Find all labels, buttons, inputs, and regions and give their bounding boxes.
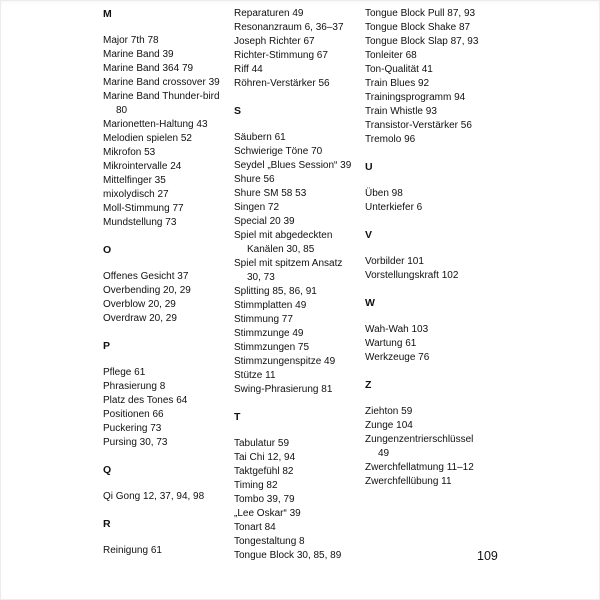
index-entry: Marine Band 39: [103, 49, 174, 60]
index-entry: Reinigung 61: [103, 545, 162, 556]
index-entry: Spiel mit abgedeckten Kanälen 30, 85: [234, 230, 333, 255]
index-entry: Marine Band 364 79: [103, 63, 194, 74]
index-entry: Stimmzunge 49: [234, 328, 304, 339]
index-entry: Werkzeuge 76: [365, 352, 430, 363]
index-entry: Overblow 20, 29: [103, 299, 176, 310]
index-entry: mixolydisch 27: [103, 189, 169, 200]
index-column: [103, 7, 221, 563]
index-entry: Schwierige Töne 70: [234, 146, 323, 157]
index-entry: Stimmplatten 49: [234, 300, 307, 311]
index-entry: Puckering 73: [103, 423, 162, 434]
index-entry: Train Blues 92: [365, 78, 430, 89]
index-entry: Marine Band Thunder-bird 80: [103, 91, 220, 116]
index-entry: Spiel mit spitzem Ansatz 30, 73: [234, 258, 343, 283]
index-entry: Tongue Block 30, 85, 89: [234, 550, 342, 561]
index-entry: Vorbilder 101: [365, 256, 424, 267]
index-entry: Special 20 39: [234, 216, 295, 227]
index-entry: Train Whistle 93: [365, 106, 437, 117]
index-column: [365, 7, 483, 563]
index-entry: Offenes Gesicht 37: [103, 271, 189, 282]
index-entry: Positionen 66: [103, 409, 164, 420]
index-entry: Tongue Block Shake 87: [365, 22, 471, 33]
section-letter: R: [103, 518, 111, 530]
index-entry: Zunge 104: [365, 420, 413, 431]
index-entry: Major 7th 78: [103, 35, 159, 46]
section-letter: Z: [365, 379, 372, 391]
page-number: 109: [477, 549, 498, 563]
index-entry: Pursing 30, 73: [103, 437, 168, 448]
index-entry: Stimmzungen 75: [234, 342, 310, 353]
section-letter: Q: [103, 464, 112, 476]
index-entry: Vorstellungskraft 102: [365, 270, 459, 281]
index-entry: Tabulatur 59: [234, 438, 290, 449]
index-entry: „Lee Oskar“ 39: [234, 508, 301, 519]
index-entry: Pflege 61: [103, 367, 146, 378]
index-entry: Singen 72: [234, 202, 280, 213]
index-entry: Marine Band crossover 39: [103, 77, 220, 88]
index-entry: Tai Chi 12, 94: [234, 452, 296, 463]
index-entry: Overbending 20, 29: [103, 285, 191, 296]
index-entry: Mittelfinger 35: [103, 175, 166, 186]
index-entry: Ziehton 59: [365, 406, 413, 417]
index-entry: Röhren-Verstärker 56: [234, 78, 330, 89]
index-entry: Melodien spielen 52: [103, 133, 192, 144]
index-entry: Qi Gong 12, 37, 94, 98: [103, 491, 205, 502]
index-entry: Zwerchfellübung 11: [365, 476, 452, 487]
index-entry: Wartung 61: [365, 338, 417, 349]
index-entry: Stimmung 77: [234, 314, 293, 325]
section-letter: P: [103, 340, 111, 352]
index-entry: Phrasierung 8: [103, 381, 166, 392]
index-entry: Shure SM 58 53: [234, 188, 307, 199]
index-entry: Ton-Qualität 41: [365, 64, 433, 75]
section-letter: T: [234, 411, 241, 423]
index-entry: Shure 56: [234, 174, 275, 185]
index-entry: Trainingsprogramm 94: [365, 92, 466, 103]
index-entry: Tremolo 96: [365, 134, 416, 145]
index-entry: Tonart 84: [234, 522, 276, 533]
section-letter: S: [234, 105, 242, 117]
index-entry: Joseph Richter 67: [234, 36, 315, 47]
index-entry: Transistor-Verstärker 56: [365, 120, 472, 131]
index-entry: Platz des Tones 64: [103, 395, 188, 406]
index-entry: Resonanzraum 6, 36–37: [234, 22, 344, 33]
index-entry: Unterkiefer 6: [365, 202, 423, 213]
index-entry: Tongestaltung 8: [234, 536, 305, 547]
index-entry: Reparaturen 49: [234, 8, 304, 19]
index-entry: Säubern 61: [234, 132, 286, 143]
index-entry: Seydel „Blues Session“ 39: [234, 160, 352, 171]
section-letter: U: [365, 161, 373, 173]
index-entry: Splitting 85, 86, 91: [234, 286, 317, 297]
section-letter: M: [103, 8, 112, 20]
index-entry: Marionetten-Haltung 43: [103, 119, 208, 130]
index-entry: Overdraw 20, 29: [103, 313, 177, 324]
index-entry: Üben 98: [365, 188, 403, 199]
section-letter: W: [365, 297, 375, 309]
index-entry: Zwerchfellatmung 11–12: [365, 462, 474, 473]
index-entry: Tongue Block Slap 87, 93: [365, 36, 479, 47]
index-columns: [103, 7, 483, 563]
index-entry: Zungenzentrierschlüssel 49: [365, 434, 474, 459]
index-entry: Stütze 11: [234, 370, 276, 381]
index-entry: Riff 44: [234, 64, 263, 75]
index-entry: Mikrofon 53: [103, 147, 156, 158]
index-column: [234, 7, 352, 563]
index-entry: Tombo 39, 79: [234, 494, 295, 505]
index-entry: Swing-Phrasierung 81: [234, 384, 333, 395]
index-entry: Mundstellung 73: [103, 217, 177, 228]
index-entry: Timing 82: [234, 480, 278, 491]
index-entry: Taktgefühl 82: [234, 466, 294, 477]
index-entry: Tongue Block Pull 87, 93: [365, 8, 476, 19]
section-letter: V: [365, 229, 373, 241]
index-entry: Mikrointervalle 24: [103, 161, 182, 172]
index-entry: Stimmzungenspitze 49: [234, 356, 336, 367]
index-entry: Wah-Wah 103: [365, 324, 429, 335]
index-entry: Moll-Stimmung 77: [103, 203, 184, 214]
index-entry: Tonleiter 68: [365, 50, 417, 61]
section-letter: O: [103, 244, 112, 256]
index-entry: Richter-Stimmung 67: [234, 50, 328, 61]
